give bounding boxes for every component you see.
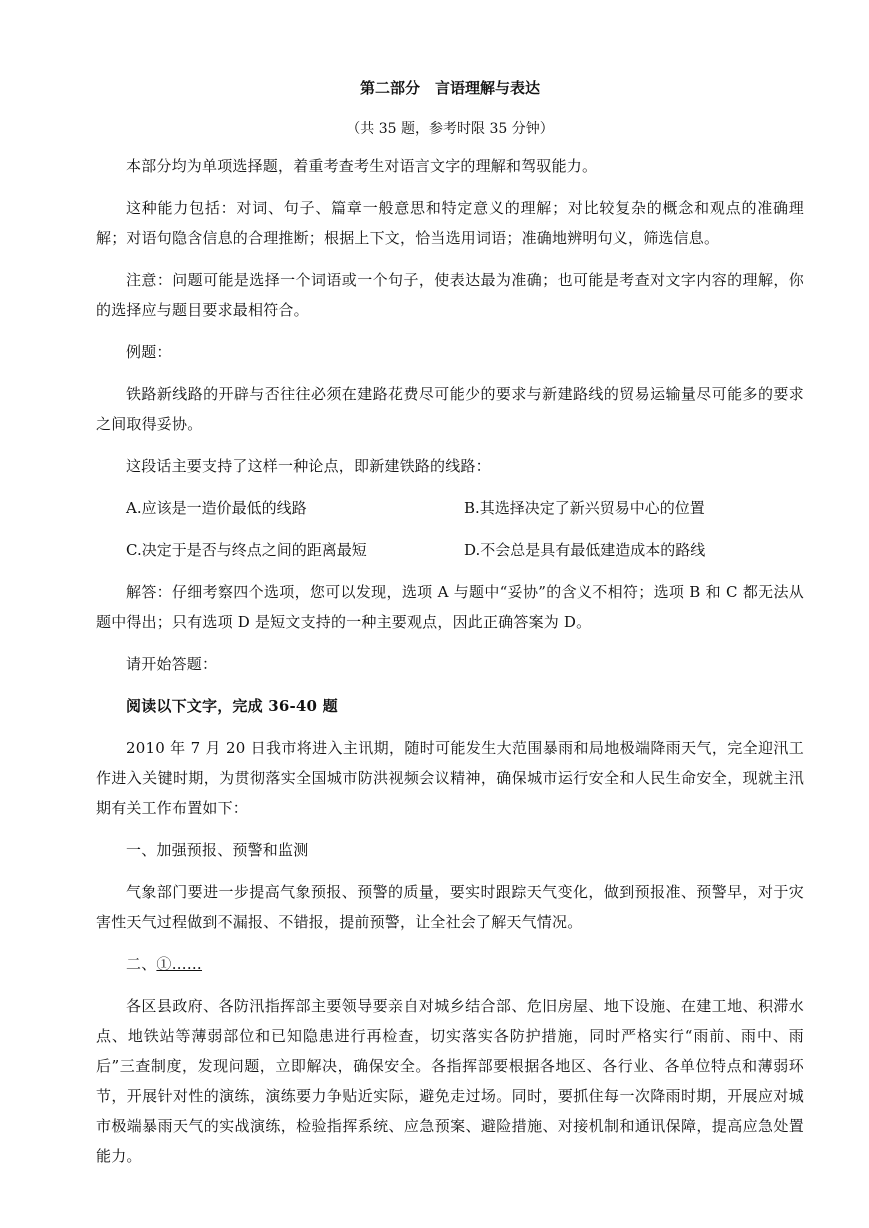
inspection-paragraph: 各区县政府、各防汛指挥部主要领导要亲自对城乡结合部、危旧房屋、地下设施、在建工地、积滞水点、地铁站等薄弱部位和已知隐患进行再检查，切实落实各防护措施，同时严格实行“雨前、雨中、雨后”三查制度，发现问题，立即解决，确保安全。各指挥部要根据各地区、各行业、各单位特点和薄弱环节，开展针对性的演练，演练要力争贴近实际，避免走过场。同时，要抓住每一次降雨时期，开展应对城市极端暴雨天气的实战演练，检验指挥系统、应急预案、避险措施、对接机制和通讯保障，提高应急处置能力。 xyxy=(96,997,804,1165)
weather-paragraph: 气象部门要进一步提高气象预报、预警的质量，要实时跟踪天气变化，做到预报准、预警早，对于灾害性天气过程做到不漏报、不错报，提前预警，让全社会了解天气情况。 xyxy=(96,883,804,931)
option-b: B.其选择决定了新兴贸易中心的位置 xyxy=(464,499,705,517)
section-subtitle: （共 35 题，参考时限 35 分钟） xyxy=(346,121,554,137)
section-two-heading xyxy=(96,949,804,979)
section-two-prefix: 二、 xyxy=(126,955,157,973)
start-instruction: 请开始答题： xyxy=(126,655,218,673)
reading-heading: 阅读以下文字，完成 36-40 题 xyxy=(126,697,338,715)
note-paragraph: 注意：问题可能是选择一个词语或一个句子，使表达最为准确；也可能是考查对文字内容的理解，你的选择应与题目要求最相符合。 xyxy=(96,271,804,319)
section-one-heading: 一、加强预报、预警和监测 xyxy=(126,841,309,859)
section-two-blank: ①…… xyxy=(156,955,203,973)
intro-paragraph: 本部分均为单项选择题，着重考查考生对语言文字的理解和驾驭能力。 xyxy=(126,157,598,175)
section-title: 第二部分 言语理解与表达 xyxy=(359,79,540,97)
example-text: 铁路新线路的开辟与否往往必须在建路花费尽可能少的要求与新建路线的贸易运输量尽可能多的要求之间取得妥协。 xyxy=(96,385,804,433)
answer-paragraph: 解答：仔细考察四个选项，您可以发现，选项 A 与题中“妥协”的含义不相符；选项 B 和 C 都无法从题中得出；只有选项 D 是短文支持的一种主要观点，因此正确答案为 D。 xyxy=(96,583,804,631)
options-row-1 xyxy=(96,493,804,523)
option-c: C.决定于是否与终点之间的距离最短 xyxy=(126,541,367,559)
document-body xyxy=(96,78,804,1171)
abilities-paragraph: 这种能力包括：对词、句子、篇章一般意思和特定意义的理解；对比较复杂的概念和观点的准确理解；对语句隐含信息的合理推断；根据上下文，恰当选用词语；准确地辨明句义，筛选信息。 xyxy=(96,199,804,247)
options-row-2 xyxy=(96,535,804,565)
option-d: D.不会总是具有最低建造成本的路线 xyxy=(464,541,706,559)
option-a: A.应该是一造价最低的线路 xyxy=(126,499,307,517)
example-question: 这段话主要支持了这样一种论点，即新建铁路的线路： xyxy=(126,457,491,475)
notice-paragraph: 2010 年 7 月 20 日我市将进入主讯期，随时可能发生大范围暴雨和局地极端降雨天气，完全迎汛工作进入关键时期，为贯彻落实全国城市防洪视频会议精神，确保城市运行安全和人民生命安全，现就主汛期有关工作布置如下： xyxy=(96,739,804,817)
example-label: 例题： xyxy=(126,343,172,361)
